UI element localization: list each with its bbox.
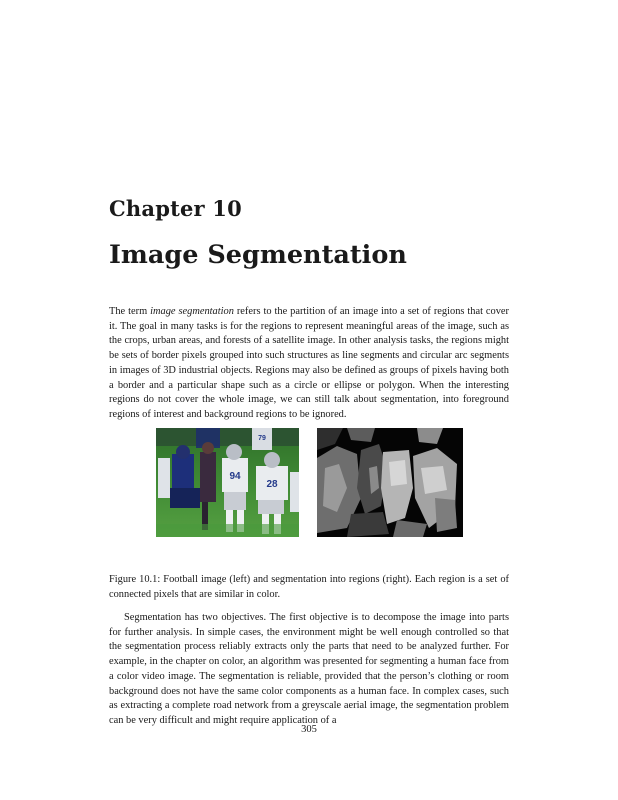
chapter-label: Chapter 10 xyxy=(109,196,242,221)
intro-term: image segmentation xyxy=(150,306,234,317)
jersey-number-94: 94 xyxy=(229,471,241,482)
football-photo xyxy=(156,428,299,537)
segmentation-result xyxy=(317,428,463,537)
body-paragraph: Segmentation has two objectives. The first objective is to decompose the image into parts for further analysis. In simple cases, the environment might be well enough controlled so that the segmentation process reliably extracts only the parts that need to be analyzed further. For example, in the chapter on color, an algorithm was presented for segmenting a human face from a color video image. The segmentation is reliable, provided that the person’s clothing or room background does not have the same color components as a human face. In complex cases, such as extracting a complete road network from a greyscale aerial image, the segmentation problem can be very difficult and might require application of a xyxy=(109,612,509,726)
chapter-title: Image Segmentation xyxy=(109,240,407,270)
intro-paragraph xyxy=(109,305,509,423)
jersey-number-79: 79 xyxy=(258,435,266,442)
jersey-number-28: 28 xyxy=(266,479,278,490)
intro-lead: The term xyxy=(109,306,151,317)
intro-rest: refers to the partition of an image into a set of regions that cover it. The goal in many tasks is for the regions to represent meaningful areas of the image, such as the crops, urban areas, and forests of a satellite image. In other analysis tasks, the regions might be sets of border pixels grouped into such structures as line segments and circular arc segments in images of 3D industrial objects. Regions may also be defined as groups of pixels having both a border and a particular shape such as a circle or ellipse or polygon. When the interesting regions do not cover the whole image, we can still talk about segmentation, into foreground regions of interest and background regions to be ignored. xyxy=(109,306,509,420)
figure-caption: Figure 10.1: Football image (left) and segmentation into regions (right). Each region is a set of connected pixels that are similar in color. xyxy=(109,574,509,600)
page-number: 305 xyxy=(301,724,317,735)
